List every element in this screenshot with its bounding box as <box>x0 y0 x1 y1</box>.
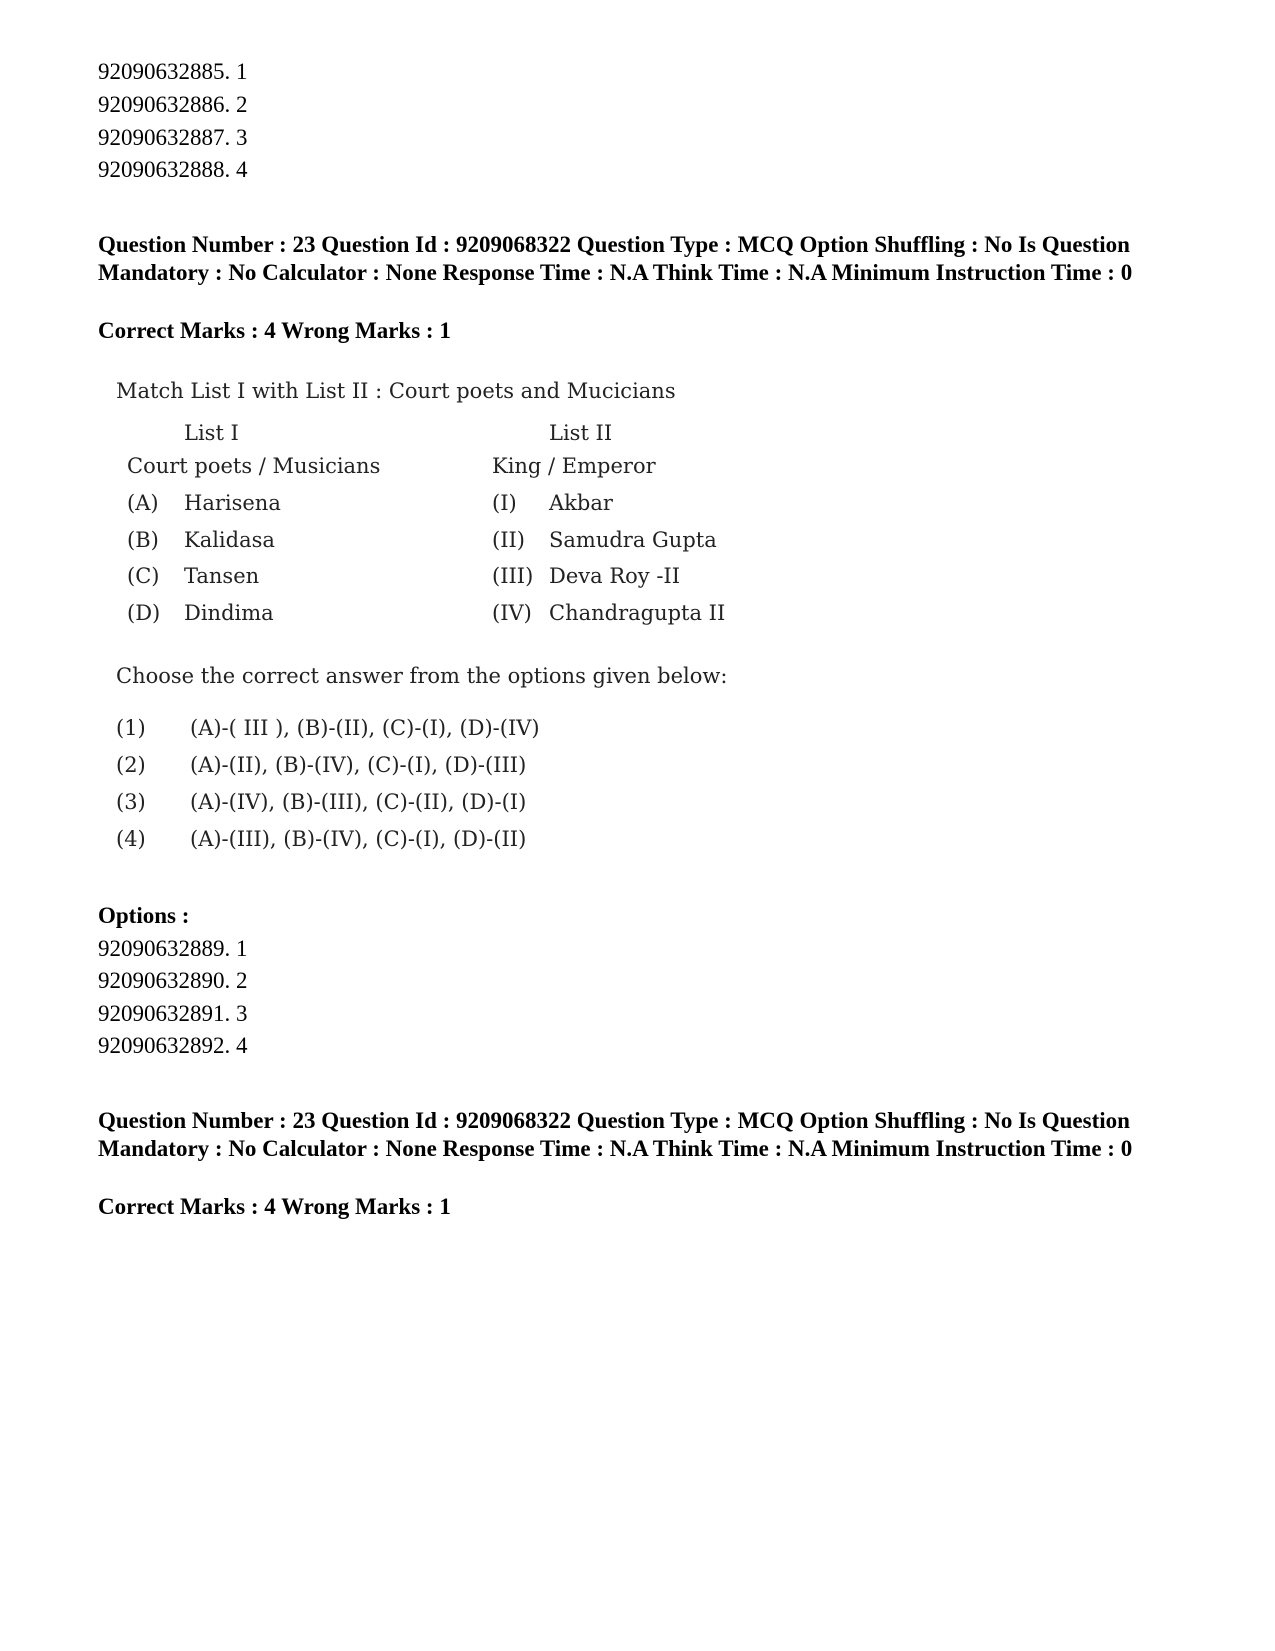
list1-key: (C) <box>127 564 160 588</box>
option-1: 92090632889. 1 <box>98 936 248 961</box>
question-marks: Correct Marks : 4 Wrong Marks : 1 <box>98 318 451 343</box>
prev-option-1: 92090632885. 1 <box>98 59 248 84</box>
list1-value: Tansen <box>184 564 260 588</box>
question-header: Question Number : 23 Question Id : 9209068322 Question Type : MCQ Option Shuffling : No Is Question Mandatory : No Calculator : None Response Time : N.A Think Time : N.A Minimum Instruction Time : 0 <box>98 1108 1133 1161</box>
choice-text: (A)-(II), (B)-(IV), (C)-(I), (D)-(III) <box>190 753 527 777</box>
list1-key: (D) <box>127 601 161 625</box>
match-instruction: Match List I with List II : Court poets and Mucicians <box>116 379 676 403</box>
list2-key: (II) <box>492 528 525 552</box>
option-3: 92090632891. 3 <box>98 1001 248 1026</box>
list2-title: List II <box>549 421 613 445</box>
question-header: Question Number : 23 Question Id : 9209068322 Question Type : MCQ Option Shuffling : No Is Question Mandatory : No Calculator : None Response Time : N.A Think Time : N.A Minimum Instruction Time : 0 <box>98 232 1133 285</box>
list1-subtitle: Court poets / Musicians <box>127 454 381 478</box>
list2-value: Akbar <box>549 491 613 515</box>
question-marks: Correct Marks : 4 Wrong Marks : 1 <box>98 1194 451 1219</box>
options-label: Options : <box>98 903 190 928</box>
list1-value: Harisena <box>184 491 281 515</box>
list1-key: (B) <box>127 528 159 552</box>
list2-subtitle: King / Emperor <box>492 454 656 478</box>
choice-number: (2) <box>116 753 146 777</box>
list2-value: Deva Roy -II <box>549 564 681 588</box>
option-4: 92090632892. 4 <box>98 1033 248 1058</box>
prev-option-3: 92090632887. 3 <box>98 125 248 150</box>
choice-number: (4) <box>116 827 146 851</box>
question-image <box>110 378 770 898</box>
choice-text: (A)-(III), (B)-(IV), (C)-(I), (D)-(II) <box>190 827 527 851</box>
list2-key: (III) <box>492 564 534 588</box>
list2-key: (IV) <box>492 601 532 625</box>
list2-key: (I) <box>492 491 517 515</box>
list1-value: Dindima <box>184 601 274 625</box>
prev-option-4: 92090632888. 4 <box>98 157 248 182</box>
list2-value: Chandragupta II <box>549 601 726 625</box>
option-2: 92090632890. 2 <box>98 968 248 993</box>
list1-value: Kalidasa <box>184 528 275 552</box>
choose-instruction: Choose the correct answer from the options given below: <box>116 664 728 688</box>
list1-key: (A) <box>127 491 159 515</box>
list1-title: List I <box>184 421 239 445</box>
choice-text: (A)-( III ), (B)-(II), (C)-(I), (D)-(IV) <box>190 716 540 740</box>
list2-value: Samudra Gupta <box>549 528 717 552</box>
choice-number: (1) <box>116 716 146 740</box>
prev-option-2: 92090632886. 2 <box>98 92 248 117</box>
choice-number: (3) <box>116 790 146 814</box>
choice-text: (A)-(IV), (B)-(III), (C)-(II), (D)-(I) <box>190 790 527 814</box>
